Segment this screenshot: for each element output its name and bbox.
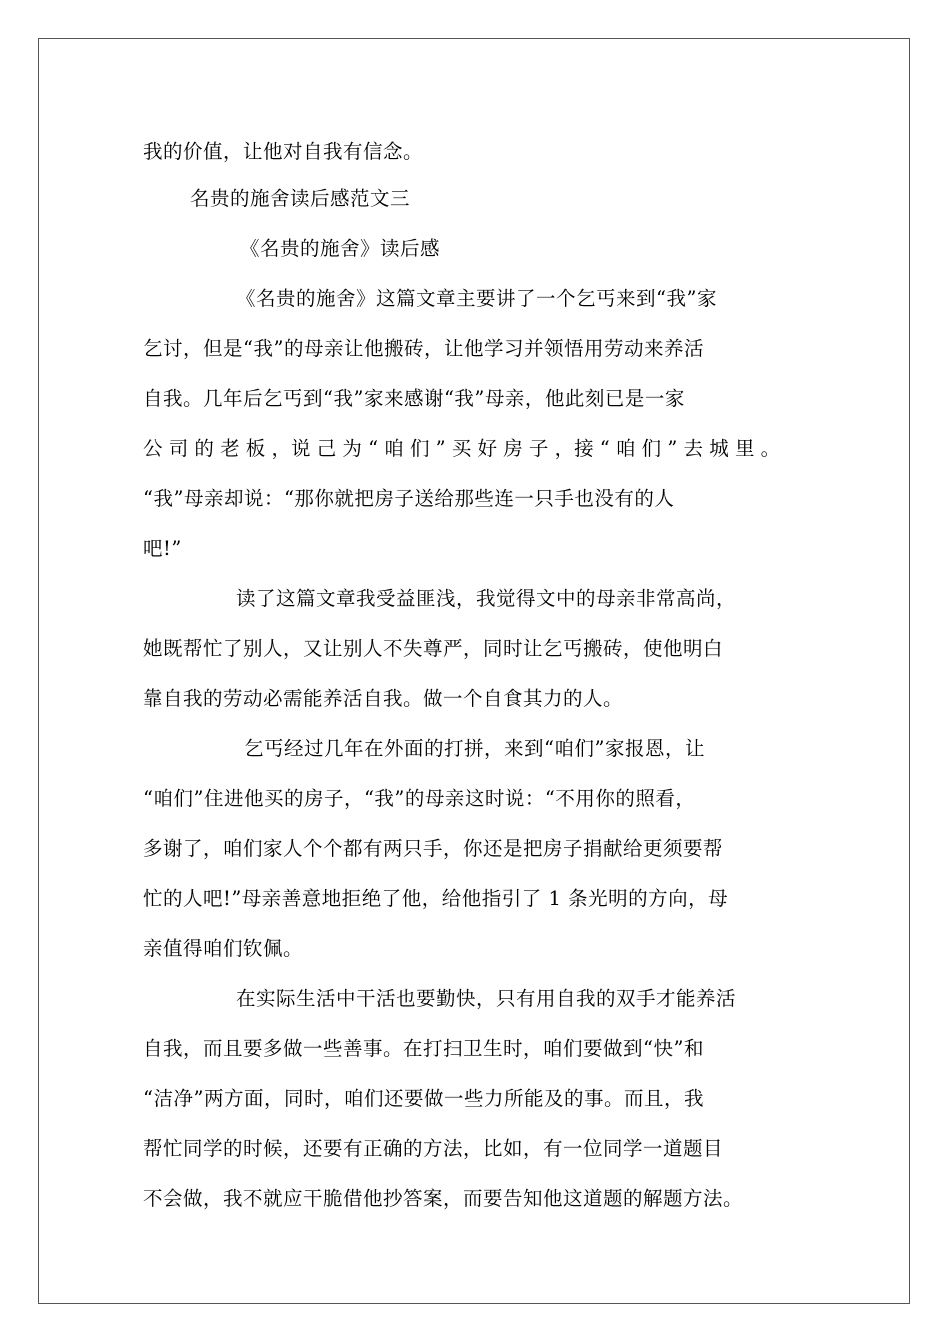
text-line: 不会做，我不就应干脆借他抄答案，而要告知他这道题的解题方法。 [143, 1187, 744, 1210]
text-line: 我的价值，让他对自我有信念。 [143, 140, 424, 163]
text-line: 她既帮忙了别人，又让别人不失尊严，同时让乞丐搬砖，使他明白 [143, 637, 724, 660]
text-line: 读了这篇文章我受益匪浅，我觉得文中的母亲非常高尚， [236, 587, 737, 610]
text-line: “咱们”住进他买的房子，“我”的母亲这时说：“不用你的照看， [143, 787, 696, 810]
text-line: 亲值得咱们钦佩。 [143, 937, 304, 960]
text-line: 乞丐经过几年在外面的打拼，来到“咱们”家报恩，让 [244, 737, 705, 760]
text-line: 帮忙同学的时候，还要有正确的方法，比如，有一位同学一道题目 [143, 1137, 724, 1160]
text-line: 乞讨，但是“我”的母亲让他搬砖，让他学习并领悟用劳动来养活 [143, 337, 704, 360]
page-border [38, 38, 910, 1304]
text-line: 忙的人吧!”母亲善意地拒绝了他，给他指引了 1 条光明的方向，母 [143, 887, 729, 910]
text-line: 《名贵的施舍》这篇文章主要讲了一个乞丐来到“我”家 [236, 287, 717, 310]
text-line: “我”母亲却说：“那你就把房子送给那些连一只手也没有的人 [143, 487, 675, 510]
text-line: 公 司 的 老 板 ，说 己 为 “ 咱 们 ” 买 好 房 子 ，接 “ 咱 们 ” 去 城 里 。 [143, 437, 781, 460]
section-heading: 名贵的施舍读后感范文三 [190, 187, 411, 210]
text-line: 自我，而且要多做一些善事。在打扫卫生时，咱们要做到“快”和 [143, 1037, 704, 1060]
text-line: 在实际生活中干活也要勤快，只有用自我的双手才能养活 [236, 987, 737, 1010]
text-line: 吧!” [143, 537, 182, 560]
text-line: 多谢了，咱们家人个个都有两只手，你还是把房子捐献给更须要帮 [143, 837, 724, 860]
text-line: 自我。几年后乞丐到“我”家来感谢“我”母亲，他此刻已是一家 [143, 387, 685, 410]
text-line: “洁净”两方面，同时，咱们还要做一些力所能及的事。而且，我 [143, 1087, 704, 1110]
text-line: 靠自我的劳动必需能养活自我。做一个自食其力的人。 [143, 687, 624, 710]
article-title: 《名贵的施舍》读后感 [240, 237, 441, 260]
